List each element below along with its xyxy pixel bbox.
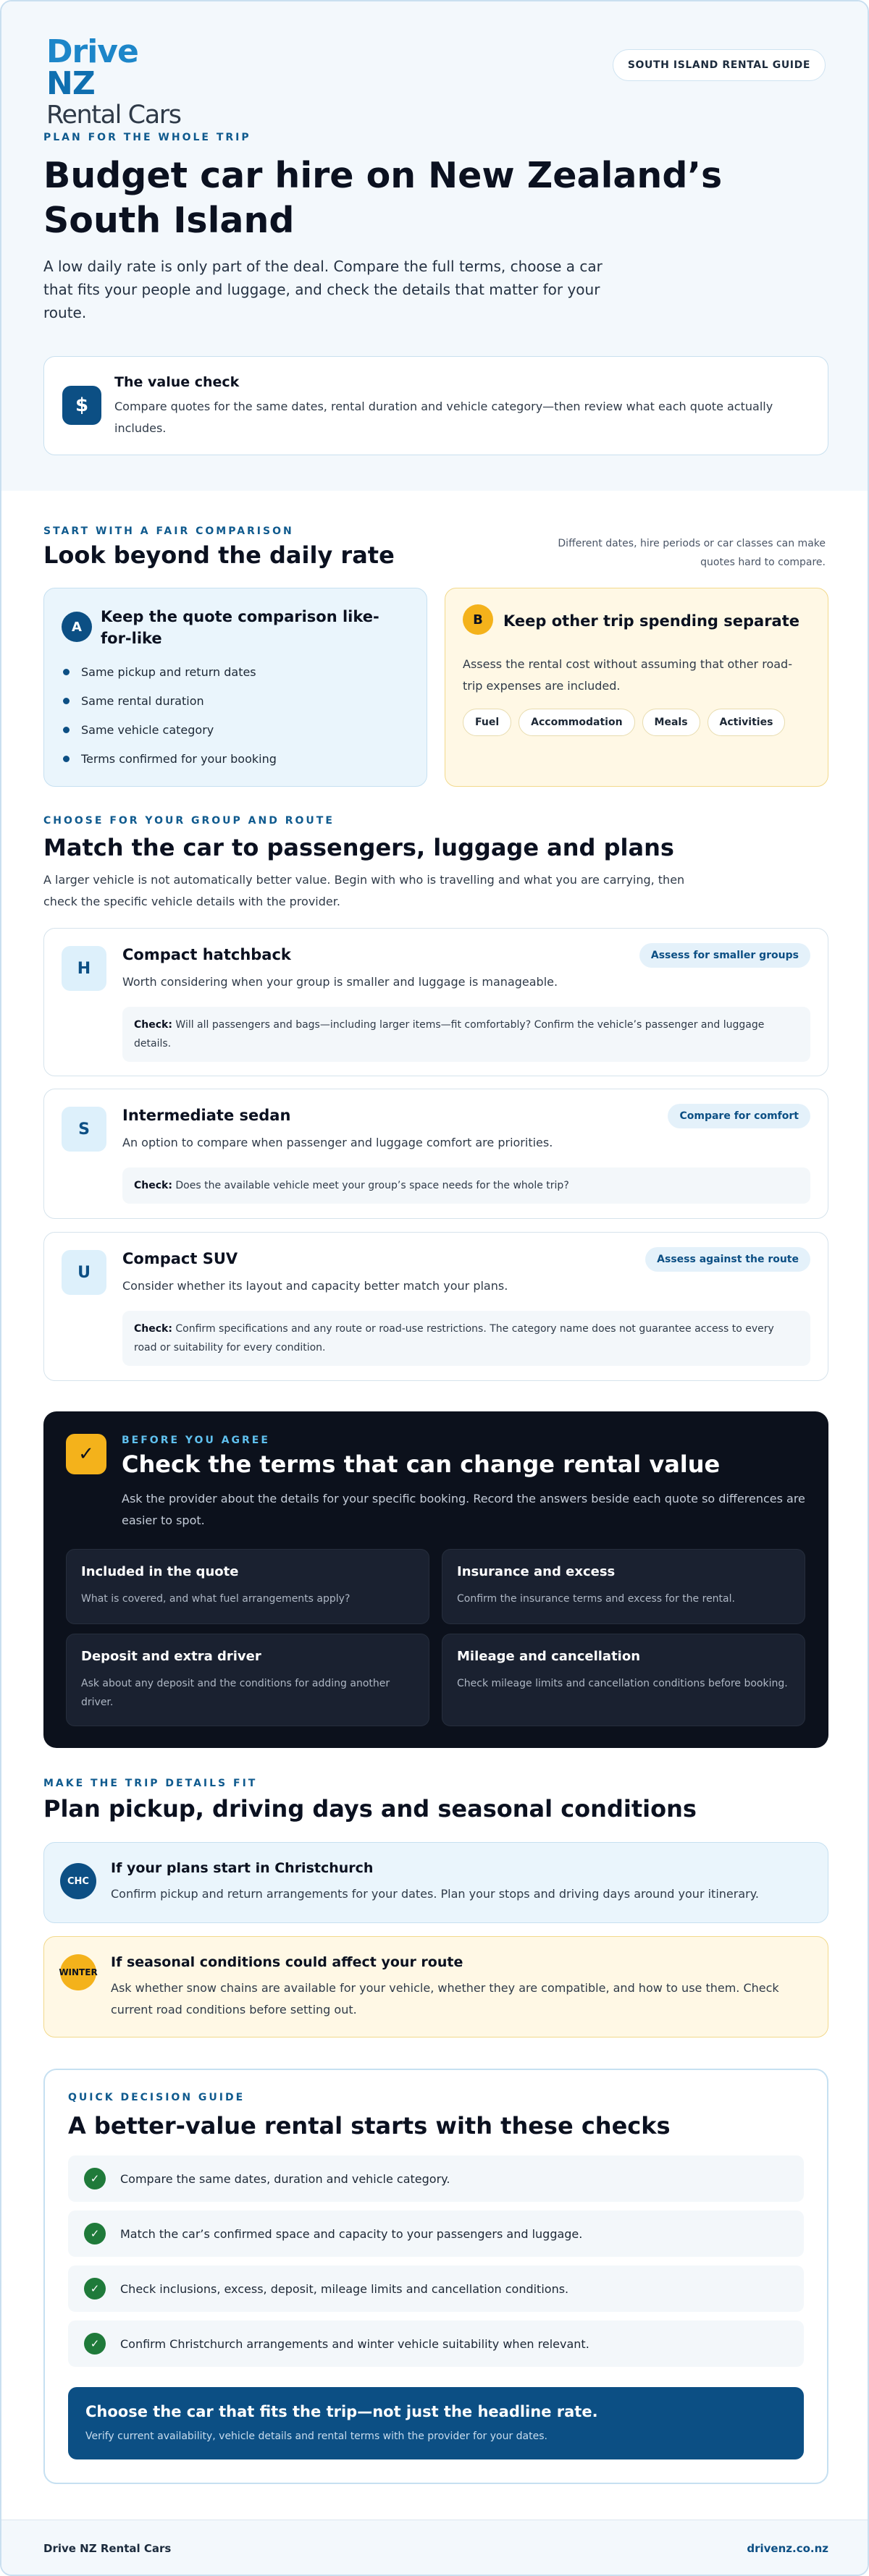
seasonal-title: If seasonal conditions could affect your route — [111, 1954, 463, 1970]
chip-fuel: Fuel — [463, 709, 511, 736]
dollar-icon: $ — [62, 386, 101, 425]
decision-guide-card — [43, 2069, 828, 2484]
vehicles-eyebrow: CHOOSE FOR YOUR GROUP AND ROUTE — [43, 815, 335, 827]
seasonal-card — [43, 1936, 828, 2037]
expense-chips — [463, 709, 785, 736]
brand-name: Drive NZ — [46, 33, 138, 102]
terms-panel — [43, 1411, 828, 1748]
term-tile-insurance — [442, 1549, 805, 1624]
footer-site-link[interactable]: drivenz.co.nz — [747, 2542, 828, 2555]
guide-check-text: Match the car’s confirmed space and capacity to your passengers and luggage. — [120, 2226, 583, 2241]
value-check-card — [43, 356, 828, 455]
chip-meals: Meals — [642, 709, 700, 736]
guide-check-row — [68, 2265, 804, 2312]
list-item: Terms confirmed for your booking — [63, 750, 277, 779]
vehicle-check: Check: Confirm specifications and any route or road-use restrictions. The category name does not guarantee access to every road or suitability for every condition. — [122, 1311, 810, 1366]
spending-separate-text: Assess the rental cost without assuming that other road-trip expenses are included. — [463, 657, 792, 693]
brand-logo[interactable] — [46, 33, 191, 130]
vehicle-tag: Assess against the route — [645, 1247, 810, 1272]
winter-icon: WINTER — [60, 1954, 96, 1990]
spending-separate-title: Keep other trip spending separate — [503, 612, 799, 630]
brand-subname: Rental Cars — [46, 101, 181, 130]
seasonal-text: Ask whether snow chains are available for your vehicle, whether they are compatible, and how to use them. Check current road conditions before setting out. — [111, 1981, 779, 2017]
compare-title: Look beyond the daily rate — [43, 541, 395, 569]
term-tile-title: Deposit and extra driver — [81, 1649, 261, 1664]
term-tile-included — [66, 1549, 429, 1624]
check-circle-icon: ✓ — [84, 2278, 106, 2300]
vehicle-text: Consider whether its layout and capacity better match your plans. — [122, 1279, 508, 1293]
cta-subtext: Verify current availability, vehicle details and rental terms with the provider for your dates. — [85, 2431, 547, 2442]
term-tile-text: Check mileage limits and cancellation conditions before booking. — [457, 1678, 788, 1689]
term-tile-text: Confirm the insurance terms and excess for the rental. — [457, 1593, 735, 1605]
bullet-icon — [63, 756, 70, 762]
comparison-checklist — [63, 663, 277, 779]
guide-eyebrow: QUICK DECISION GUIDE — [68, 2092, 245, 2103]
term-tile-title: Included in the quote — [81, 1564, 239, 1579]
sedan-letter-icon: S — [62, 1107, 106, 1152]
footer-brand: Drive NZ Rental Cars — [43, 2542, 172, 2555]
list-item: Same pickup and return dates — [63, 663, 277, 692]
hero-eyebrow: PLAN FOR THE WHOLE TRIP — [43, 132, 251, 143]
spending-separate-card — [445, 588, 828, 787]
christchurch-text: Confirm pickup and return arrangements for your dates. Plan your stops and driving days around your itinerary. — [111, 1887, 759, 1901]
value-check-title: The value check — [114, 374, 240, 390]
hatchback-letter-icon: H — [62, 946, 106, 991]
term-tile-deposit — [66, 1634, 429, 1726]
vehicle-title: Intermediate sedan — [122, 1107, 291, 1124]
vehicles-lead: A larger vehicle is not automatically better value. Begin with who is travelling and what you are carrying, then check the specific vehicle details with the provider. — [43, 873, 685, 908]
chip-activities: Activities — [708, 709, 786, 736]
vehicle-text: Worth considering when your group is smaller and luggage is manageable. — [122, 975, 558, 989]
terms-title: Check the terms that can change rental value — [122, 1450, 721, 1478]
check-circle-icon: ✓ — [84, 2223, 106, 2245]
christchurch-card — [43, 1842, 828, 1923]
hero-section — [1, 1, 868, 491]
list-item: Same rental duration — [63, 692, 277, 721]
check-circle-icon: ✓ — [84, 2168, 106, 2189]
hero-lead: A low daily rate is only part of the deal. Compare the full terms, choose a car that fits your people and luggage, and check the details that matter for your route. — [43, 258, 603, 321]
badge-a-icon: A — [62, 612, 92, 642]
vehicle-card-hatchback — [43, 928, 828, 1076]
term-tile-title: Insurance and excess — [457, 1564, 616, 1579]
vehicle-check: Check: Will all passengers and bags—including larger items—fit comfortably? Confirm the vehicle’s passenger and luggage details. — [122, 1007, 810, 1062]
guide-check-row — [68, 2320, 804, 2367]
chip-accommodation: Accommodation — [519, 709, 634, 736]
page-title: Budget car hire on New Zealand’s South Island — [43, 155, 723, 241]
vehicle-card-sedan — [43, 1089, 828, 1219]
guide-check-text: Compare the same dates, duration and vehicle category. — [120, 2171, 450, 2186]
suv-letter-icon: U — [62, 1250, 106, 1295]
like-for-like-card — [43, 588, 427, 787]
term-tile-text: What is covered, and what fuel arrangements apply? — [81, 1593, 350, 1605]
compare-eyebrow: START WITH A FAIR COMPARISON — [43, 525, 294, 537]
like-for-like-title: Keep the quote comparison like-for-like — [101, 608, 379, 647]
vehicle-text: An option to compare when passenger and luggage comfort are priorities. — [122, 1136, 553, 1149]
term-tile-mileage — [442, 1634, 805, 1726]
guide-title: A better-value rental starts with these checks — [68, 2112, 671, 2140]
cta-title: Choose the car that fits the trip—not just the headline rate. — [85, 2403, 598, 2420]
guide-check-row — [68, 2210, 804, 2257]
christchurch-title: If your plans start in Christchurch — [111, 1860, 374, 1876]
list-item: Same vehicle category — [63, 721, 277, 750]
vehicle-title: Compact SUV — [122, 1250, 238, 1267]
badge-b-icon: B — [463, 604, 493, 635]
vehicle-tag: Assess for smaller groups — [639, 943, 810, 968]
footer — [1, 2520, 869, 2576]
term-tile-title: Mileage and cancellation — [457, 1649, 641, 1664]
bullet-icon — [63, 727, 70, 733]
vehicle-tag: Compare for comfort — [668, 1104, 810, 1128]
check-circle-icon: ✓ — [84, 2333, 106, 2355]
trip-eyebrow: MAKE THE TRIP DETAILS FIT — [43, 1778, 258, 1789]
terms-eyebrow: BEFORE YOU AGREE — [122, 1435, 270, 1446]
vehicle-card-suv — [43, 1232, 828, 1381]
guide-check-row — [68, 2155, 804, 2202]
guide-check-text: Confirm Christchurch arrangements and winter vehicle suitability when relevant. — [120, 2336, 589, 2351]
vehicles-title: Match the car to passengers, luggage and plans — [43, 834, 674, 861]
trip-title: Plan pickup, driving days and seasonal conditions — [43, 1795, 697, 1823]
checkmark-icon: ✓ — [66, 1434, 106, 1474]
compare-note: Different dates, hire periods or car classes can make quotes hard to compare. — [558, 538, 826, 568]
terms-text: Ask the provider about the details for your specific booking. Record the answers beside each quote so differences are easier to spot. — [122, 1492, 805, 1527]
chc-icon: CHC — [60, 1863, 96, 1899]
term-tile-text: Ask about any deposit and the conditions for adding another driver. — [81, 1678, 390, 1708]
vehicle-check: Check: Does the available vehicle meet your group’s space needs for the whole trip? — [122, 1167, 810, 1204]
cta-banner — [68, 2387, 804, 2459]
guide-check-text: Check inclusions, excess, deposit, mileage limits and cancellation conditions. — [120, 2281, 569, 2296]
bullet-icon — [63, 698, 70, 704]
guide-pill-link[interactable]: SOUTH ISLAND RENTAL GUIDE — [613, 49, 826, 81]
value-check-text: Compare quotes for the same dates, rental duration and vehicle category—then review what each quote actually includes. — [114, 400, 773, 435]
vehicle-title: Compact hatchback — [122, 946, 291, 963]
bullet-icon — [63, 669, 70, 675]
